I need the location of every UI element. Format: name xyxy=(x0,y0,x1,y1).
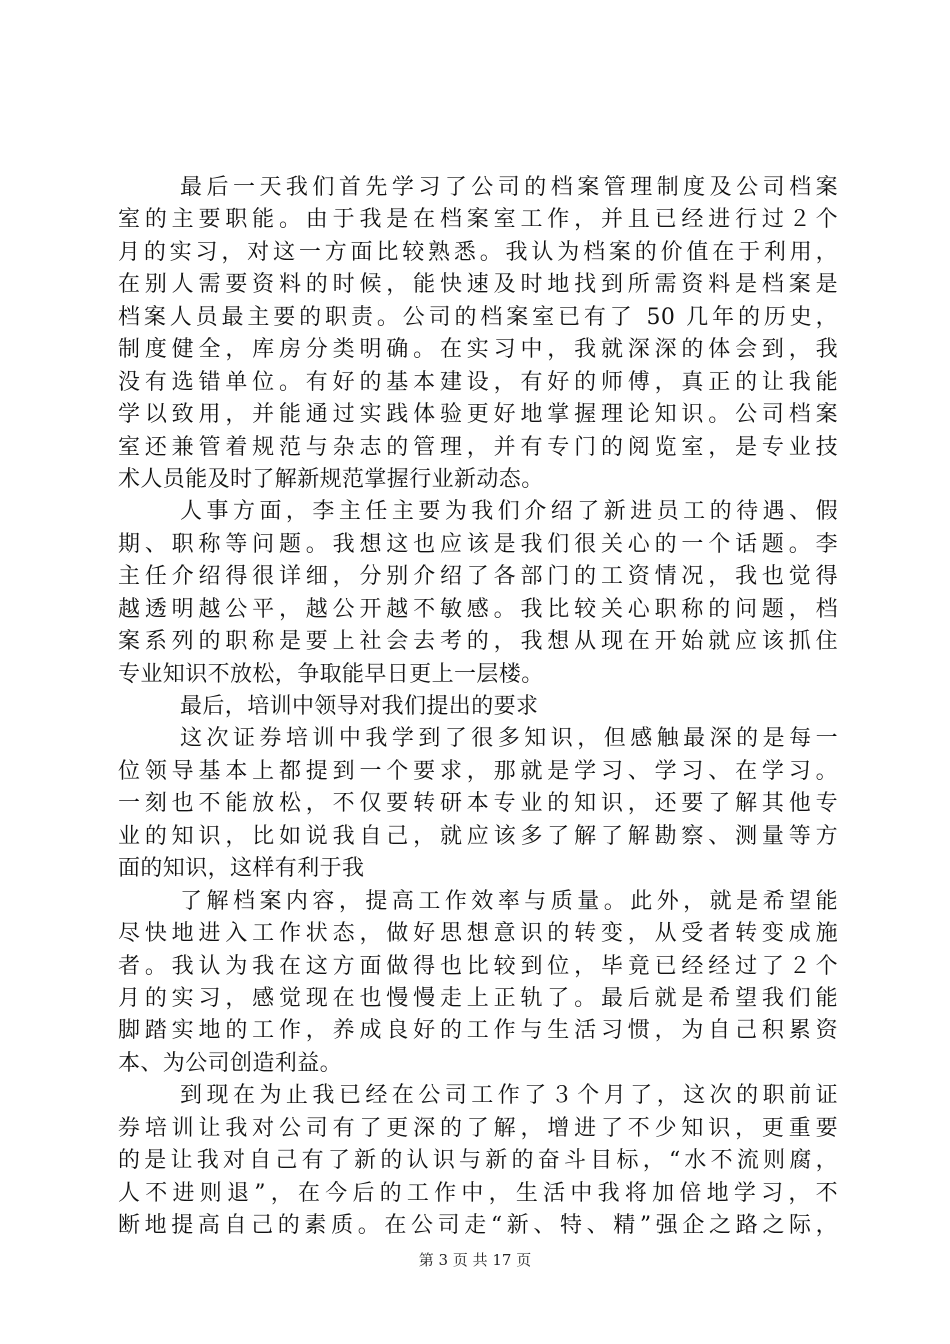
text-line: 专业知识不放松，争取能早日更上一层楼。 xyxy=(118,661,544,687)
text-line: 期、职称等问题。我想这也应该是我们很关心的一个话题。李 xyxy=(118,531,838,557)
text-line: 业的知识，比如说我自己，就应该多了解了解勘察、测量等方 xyxy=(118,823,838,849)
text-line: 月的实习，对这一方面比较熟悉。我认为档案的价值在于利用， xyxy=(118,239,838,265)
text-line: 了解档案内容，提高工作效率与质量。此外，就是希望能 xyxy=(180,888,838,914)
text-line: 的是让我对自己有了新的认识与新的奋斗目标，“水不流则腐， xyxy=(118,1148,838,1174)
text-line: 者。我认为我在这方面做得也比较到位，毕竟已经经过了２个 xyxy=(118,953,838,979)
text-line: 月的实习，感觉现在也慢慢走上正轨了。最后就是希望我们能 xyxy=(118,985,838,1011)
text-line: 术人员能及时了解新规范掌握行业新动态。 xyxy=(118,466,544,492)
text-line: 制度健全，库房分类明确。在实习中，我就深深的体会到，我 xyxy=(118,337,838,363)
text-line: 本、为公司创造利益。 xyxy=(118,1050,343,1076)
text-line: 断地提高自己的素质。在公司走“新、特、精”强企之路之际， xyxy=(118,1213,838,1238)
text-line: 人不进则退”，在今后的工作中，生活中我将加倍地学习，不 xyxy=(118,1180,838,1206)
text-line: 人事方面，李主任主要为我们介绍了新进员工的待遇、假 xyxy=(180,499,838,525)
body-text xyxy=(118,172,838,1242)
text-line: 最后一天我们首先学习了公司的档案管理制度及公司档案 xyxy=(180,175,838,200)
text-line: 案系列的职称是要上社会去考的，我想从现在开始就应该抓住 xyxy=(118,629,838,655)
text-line: 在别人需要资料的时候，能快速及时地找到所需资料是档案是 xyxy=(118,272,838,298)
text-line: 最后，培训中领导对我们提出的要求 xyxy=(180,694,539,719)
text-line: 主任介绍得很详细，分别介绍了各部门的工资情况，我也觉得 xyxy=(118,564,838,590)
text-line: 室的主要职能。由于我是在档案室工作，并且已经进行过２个 xyxy=(118,207,838,233)
text-line: 室还兼管着规范与杂志的管理，并有专门的阅览室，是专业技 xyxy=(118,434,838,460)
text-line: 学以致用，并能通过实践体验更好地掌握理论知识。公司档案 xyxy=(118,402,838,428)
text-line: 脚踏实地的工作，养成良好的工作与生活习惯，为自己积累资 xyxy=(118,1018,838,1044)
text-line: 越透明越公平，越公开越不敏感。我比较关心职称的问题，档 xyxy=(118,596,838,622)
text-line: 一刻也不能放松，不仅要转研本专业的知识，还要了解其他专 xyxy=(118,791,838,817)
text-line: 券培训让我对公司有了更深的了解，增进了不少知识，更重要 xyxy=(118,1115,838,1141)
text-line: 这次证券培训中我学到了很多知识，但感触最深的是每一 xyxy=(180,726,838,752)
text-line: 位领导基本上都提到一个要求，那就是学习、学习、在学习。 xyxy=(118,758,838,784)
text-line: 到现在为止我已经在公司工作了３个月了，这次的职前证 xyxy=(180,1083,838,1109)
text-line: 没有选错单位。有好的基本建设，有好的师傅，真正的让我能 xyxy=(118,369,838,395)
text-line: 档案人员最主要的职责。公司的档案室已有了 50 几年的历史， xyxy=(118,304,838,330)
page-number: 第 3 页 共 17 页 xyxy=(418,1251,532,1269)
text-line: 尽快地进入工作状态，做好思想意识的转变，从受者转变成施 xyxy=(118,921,838,947)
text-line: 面的知识，这样有利于我 xyxy=(118,856,365,882)
